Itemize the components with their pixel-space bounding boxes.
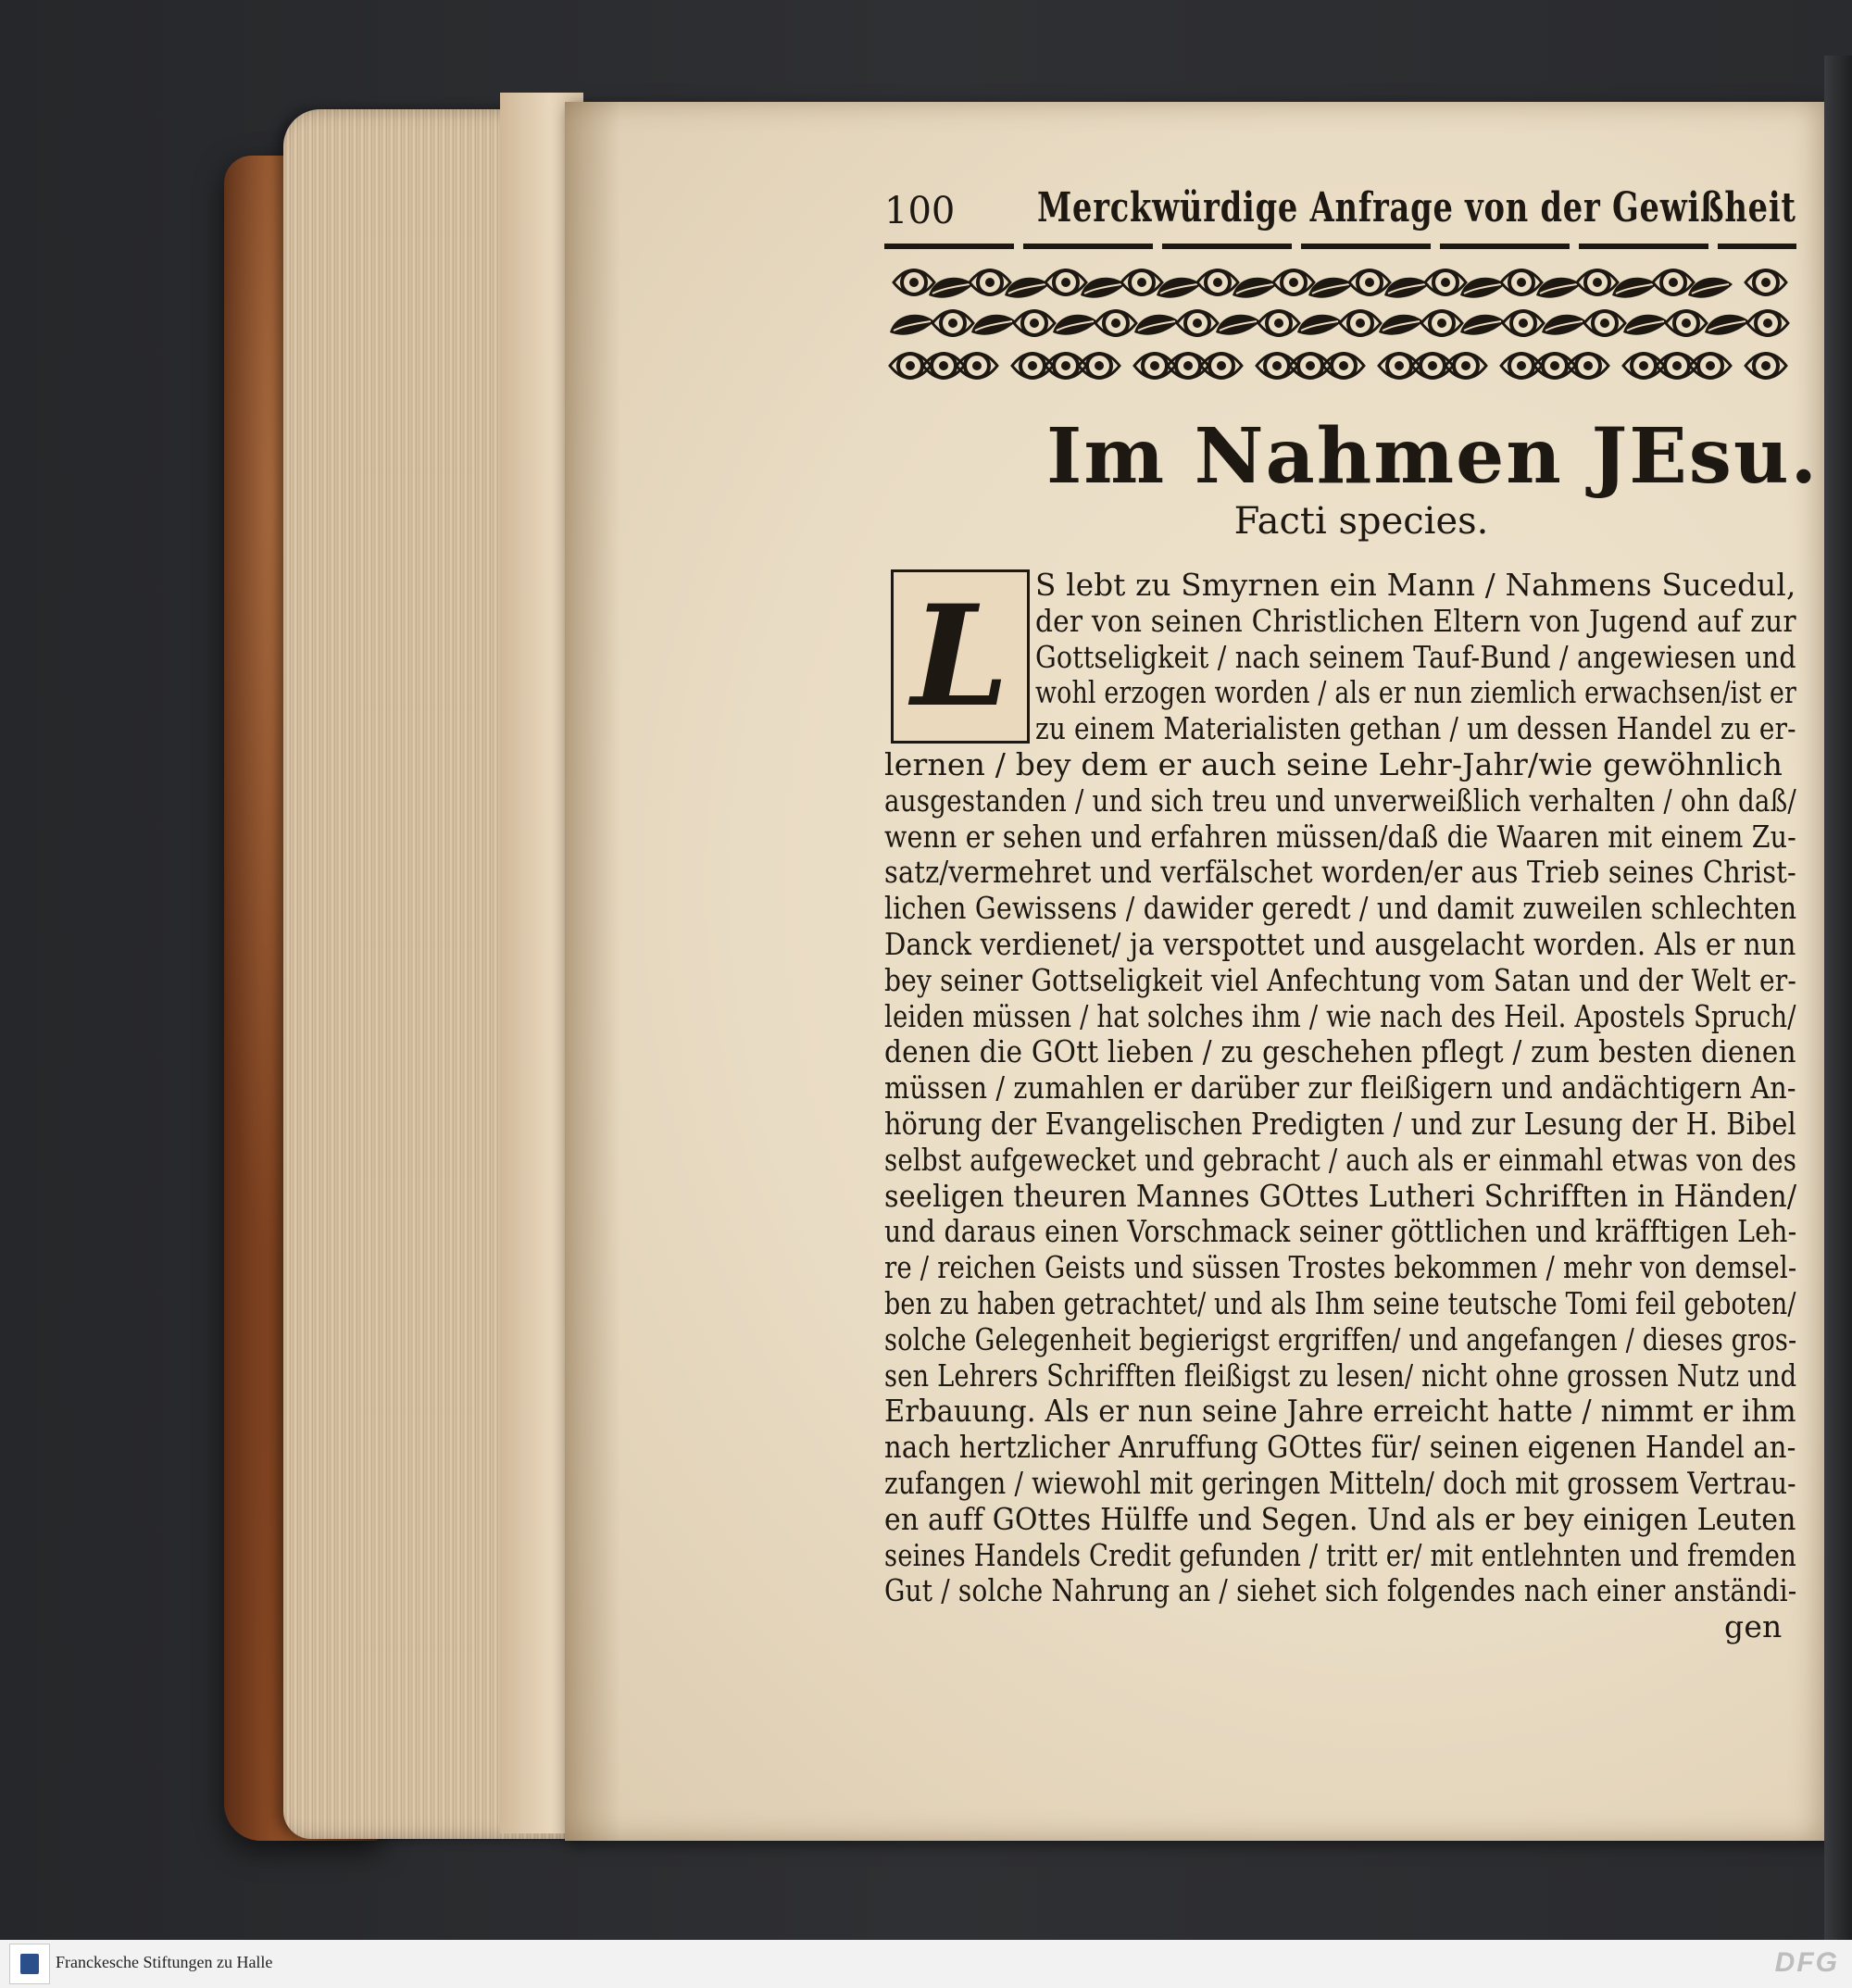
text-line: und daraus einen Vorschmack seiner göttlichen und kräfftigen Leh- bbox=[884, 1213, 1797, 1250]
text-line: leiden müssen / hat solches ihm / wie nach des Heil. Apostels Spruch/ bbox=[884, 997, 1796, 1034]
text-line: lichen Gewissens / dawider geredt / und damit zuweilen schlechten bbox=[884, 890, 1797, 927]
institution-name: Franckesche Stiftungen zu Halle bbox=[56, 1953, 273, 1971]
text-line: Danck verdienet/ ja verspottet und ausgelacht worden. Als er nun bbox=[884, 926, 1796, 962]
section-heading: Im Nahmen JEsu. bbox=[1046, 412, 1820, 501]
running-title: Merckwürdige Anfrage von der Gewißheit bbox=[1037, 184, 1796, 231]
text-line: Gut / solche Nahrung an / siehet sich folgendes nach einer anständi- bbox=[884, 1572, 1797, 1609]
text-line: wohl erzogen worden / als er nun ziemlich erwachsen/ist er bbox=[1035, 674, 1796, 711]
text-line: zufangen / wiewohl mit geringen Mitteln/ doch mit grossem Vertrau- bbox=[884, 1465, 1796, 1501]
page-gutter-shadow bbox=[565, 102, 620, 1841]
ornament-band-icon bbox=[886, 262, 1798, 390]
page-number: 100 bbox=[884, 190, 956, 232]
header-rule bbox=[884, 244, 1796, 249]
text-line: satz/vermehret und verfälschet worden/er aus Trieb seines Christ- bbox=[884, 854, 1796, 891]
text-line: S lebt zu Smyrnen ein Mann / Nahmens Sucedul, bbox=[1035, 567, 1796, 603]
initial-letter: L bbox=[911, 575, 1009, 738]
text-line: der von seinen Christlichen Eltern von Jugend auf zur bbox=[1035, 602, 1796, 639]
text-line: selbst aufgewecket und gebracht / auch als er einmahl etwas von des bbox=[884, 1141, 1797, 1178]
text-line: bey seiner Gottseligkeit viel Anfechtung vom Satan und der Welt er- bbox=[884, 961, 1797, 998]
text-line: gen bbox=[1724, 1608, 1783, 1645]
text-line: nach hertzlicher Anruffung GOttes für/ seinen eigenen Handel an- bbox=[884, 1429, 1796, 1466]
text-line: wenn er sehen und erfahren müssen/daß die Waaren mit einem Zu- bbox=[884, 818, 1796, 855]
text-line: Erbauung. Als er nun seine Jahre erreicht hatte / nimmt er ihm bbox=[884, 1393, 1796, 1430]
funder-logo: DFG bbox=[1774, 1947, 1839, 1978]
text-line: en auff GOttes Hülffe und Segen. Und als er bey einigen Leuten bbox=[884, 1500, 1796, 1537]
text-line: solche Gelegenheit begierigst ergriffen/ und angefangen / dieses gros- bbox=[884, 1320, 1797, 1357]
page-header bbox=[884, 181, 1796, 245]
text-line: sen Lehrers Schrifften fleißigst zu lesen/ nicht ohne grossen Nutz und bbox=[884, 1357, 1797, 1394]
section-subheading: Facti species. bbox=[1233, 500, 1489, 543]
text-line: lernen / bey dem er auch seine Lehr-Jahr/wie gewöhnlich bbox=[884, 746, 1783, 782]
text-line: seines Handels Credit gefunden / tritt er/ mit entlehnten und fremden bbox=[884, 1536, 1796, 1573]
text-line: hörung der Evangelischen Predigten / und zur Lesung der H. Bibel bbox=[884, 1106, 1796, 1142]
scanner-edge bbox=[1824, 56, 1852, 1940]
logo-mark bbox=[20, 1954, 39, 1974]
text-line: ben zu haben getrachtet/ und als Ihm seine teutsche Tomi feil geboten/ bbox=[884, 1285, 1796, 1321]
text-line: zu einem Materialisten gethan / um dessen Handel zu er- bbox=[1035, 710, 1796, 747]
text-line: Gottseligkeit / nach seinem Tauf-Bund / angewiesen und bbox=[1035, 638, 1796, 675]
text-line: müssen / zumahlen er darüber zur fleißigern und andächtigern An- bbox=[884, 1069, 1796, 1107]
text-line: denen die GOtt lieben / zu geschehen pflegt / zum besten dienen bbox=[884, 1033, 1796, 1070]
text-line: seeligen theuren Mannes GOttes Lutheri Schrifften in Händen/ bbox=[884, 1177, 1797, 1214]
decorated-initial bbox=[891, 569, 1030, 744]
viewer-footer bbox=[0, 1940, 1852, 1988]
foundation-logo-icon bbox=[9, 1944, 50, 1984]
text-line: re / reichen Geists und süssen Trostes bekommen / mehr von demsel- bbox=[884, 1249, 1797, 1286]
text-line: ausgestanden / und sich treu und unverweißlich verhalten / ohn daß/ bbox=[884, 781, 1796, 819]
